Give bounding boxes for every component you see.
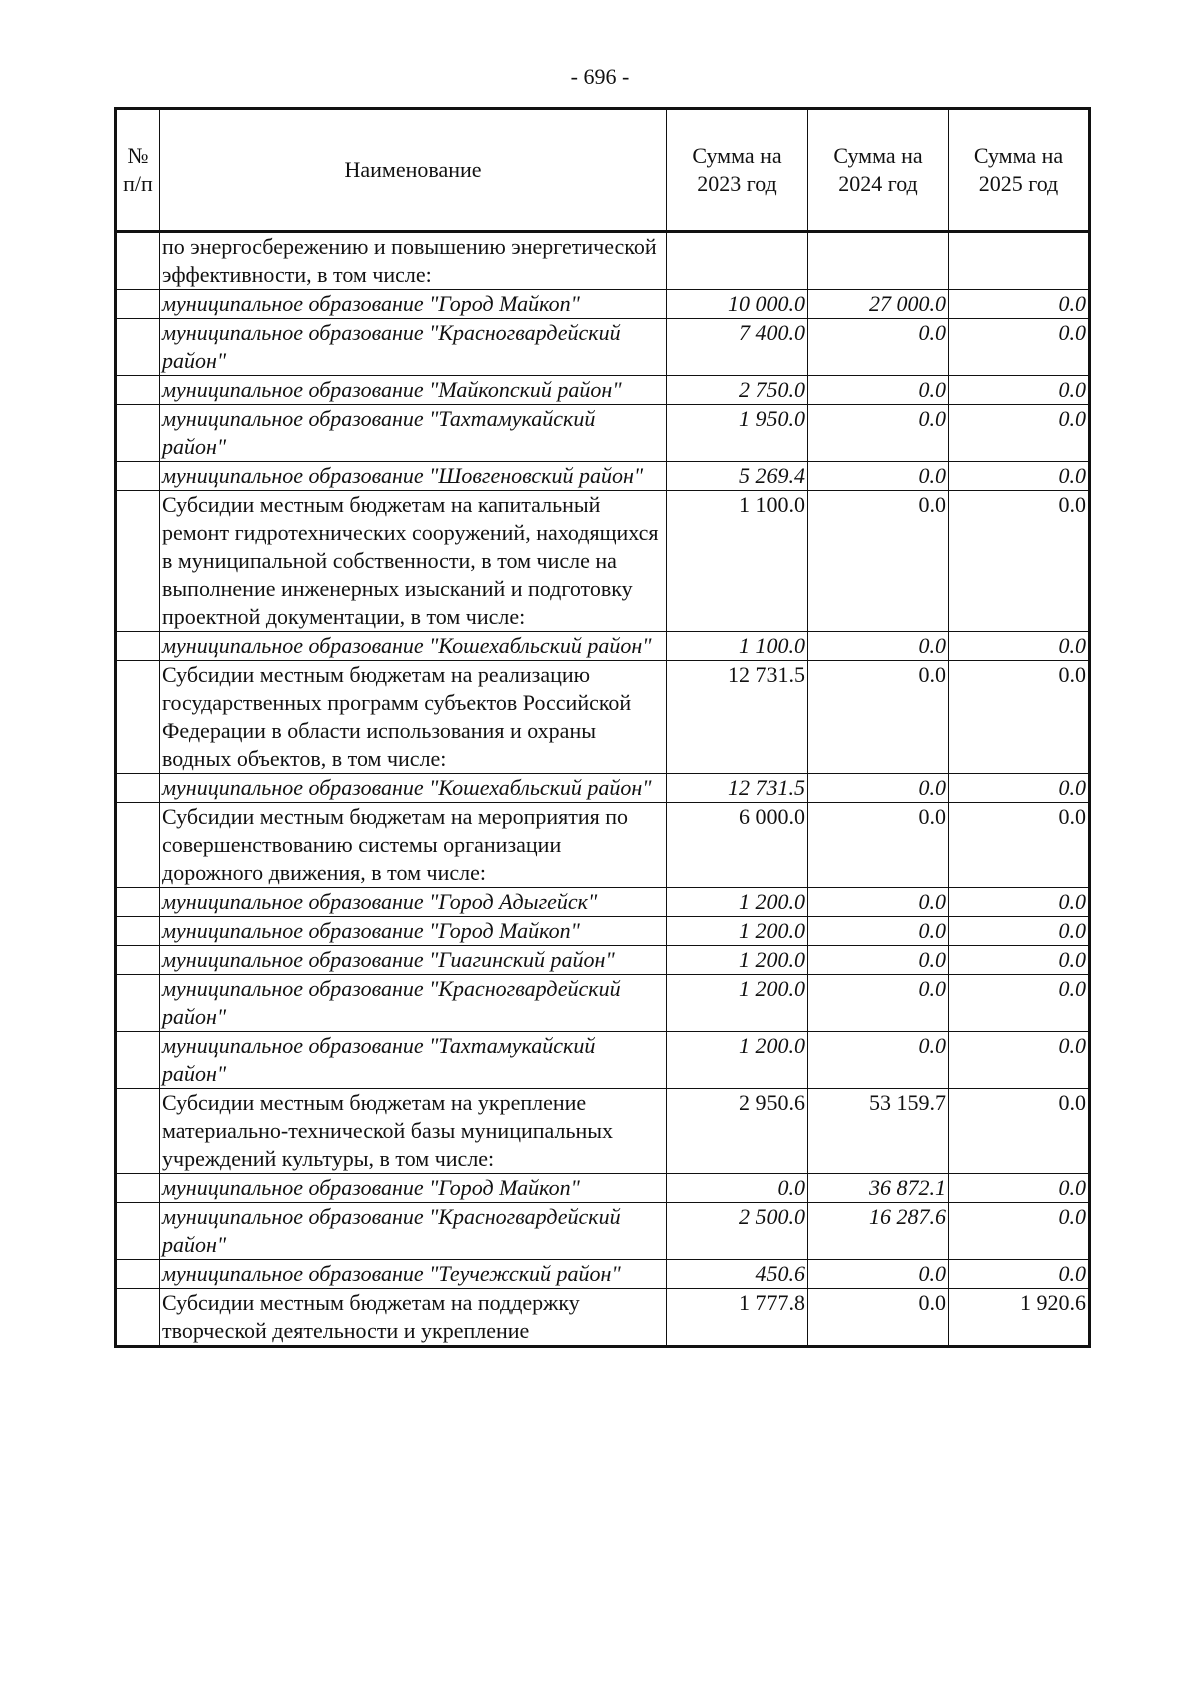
row-value-2023: 2 750.0 [667, 376, 808, 405]
row-name: муниципальное образование "Тахтамукайский район" [160, 405, 667, 462]
row-value-2024: 0.0 [808, 888, 949, 917]
row-value-2023: 1 200.0 [667, 888, 808, 917]
row-name: Субсидии местным бюджетам на мероприятия по совершенствованию системы организации дорожного движения, в том числе: [160, 803, 667, 888]
row-number-cell [116, 405, 160, 462]
row-name: по энергосбережению и повышению энергетической эффективности, в том числе: [160, 232, 667, 290]
row-value-2024: 0.0 [808, 803, 949, 888]
row-number-cell [116, 1203, 160, 1260]
row-value-2024: 0.0 [808, 946, 949, 975]
row-name: муниципальное образование "Город Майкоп" [160, 290, 667, 319]
row-value-2025: 0.0 [949, 1260, 1090, 1289]
row-name: Субсидии местным бюджетам на капитальный ремонт гидротехнических сооружений, находящихся в муниципальной собственности, в том числе на выполнение инженерных изысканий и подготовку проектной документации, в том числе: [160, 491, 667, 632]
row-value-2024: 0.0 [808, 491, 949, 632]
table-row [116, 462, 1090, 491]
row-number-cell [116, 1174, 160, 1203]
row-value-2024: 16 287.6 [808, 1203, 949, 1260]
row-name: муниципальное образование "Красногвардейский район" [160, 1203, 667, 1260]
row-value-2024: 0.0 [808, 661, 949, 774]
row-value-2023: 12 731.5 [667, 661, 808, 774]
row-name: муниципальное образование "Гиагинский район" [160, 946, 667, 975]
table-row [116, 405, 1090, 462]
row-value-2025: 0.0 [949, 1203, 1090, 1260]
row-value-2025: 0.0 [949, 1032, 1090, 1089]
row-name: муниципальное образование "Тахтамукайский район" [160, 1032, 667, 1089]
row-number-cell [116, 319, 160, 376]
row-number-cell [116, 946, 160, 975]
header-2023: Сумма на 2023 год [667, 109, 808, 232]
row-value-2023: 7 400.0 [667, 319, 808, 376]
row-name: Субсидии местным бюджетам на укрепление материально-технической базы муниципальных учреждений культуры, в том числе: [160, 1089, 667, 1174]
row-name: муниципальное образование "Красногвардейский район" [160, 319, 667, 376]
row-number-cell [116, 1289, 160, 1347]
row-name: муниципальное образование "Теучежский район" [160, 1260, 667, 1289]
row-number-cell [116, 774, 160, 803]
row-value-2025: 0.0 [949, 405, 1090, 462]
header-num: № п/п [116, 109, 160, 232]
table-row [116, 632, 1090, 661]
row-number-cell [116, 376, 160, 405]
row-number-cell [116, 917, 160, 946]
table-row [116, 1174, 1090, 1203]
table-row [116, 1289, 1090, 1347]
row-value-2024: 53 159.7 [808, 1089, 949, 1174]
header-name: Наименование [160, 109, 667, 232]
row-value-2024: 0.0 [808, 405, 949, 462]
row-name: муниципальное образование "Майкопский район" [160, 376, 667, 405]
row-value-2025: 0.0 [949, 491, 1090, 632]
row-number-cell [116, 290, 160, 319]
table-row [116, 290, 1090, 319]
row-value-2025: 0.0 [949, 975, 1090, 1032]
table-body [116, 232, 1090, 1347]
row-value-2025: 0.0 [949, 1174, 1090, 1203]
row-number-cell [116, 803, 160, 888]
row-number-cell [116, 491, 160, 632]
row-value-2023: 1 100.0 [667, 491, 808, 632]
row-value-2023: 6 000.0 [667, 803, 808, 888]
row-value-2025: 0.0 [949, 319, 1090, 376]
row-name: Субсидии местным бюджетам на реализацию государственных программ субъектов Российской Федерации в области использования и охраны водных объектов, в том числе: [160, 661, 667, 774]
row-value-2024: 36 872.1 [808, 1174, 949, 1203]
row-number-cell [116, 232, 160, 290]
header-row [116, 109, 1090, 232]
row-value-2024: 0.0 [808, 319, 949, 376]
row-value-2024 [808, 232, 949, 290]
row-value-2024: 0.0 [808, 774, 949, 803]
row-number-cell [116, 1260, 160, 1289]
table-row [116, 946, 1090, 975]
row-value-2025: 1 920.6 [949, 1289, 1090, 1347]
row-value-2023: 5 269.4 [667, 462, 808, 491]
row-value-2023: 2 500.0 [667, 1203, 808, 1260]
row-value-2023: 1 200.0 [667, 1032, 808, 1089]
row-number-cell [116, 975, 160, 1032]
table-row [116, 774, 1090, 803]
row-value-2025: 0.0 [949, 462, 1090, 491]
row-value-2023: 1 777.8 [667, 1289, 808, 1347]
table-row [116, 1032, 1090, 1089]
table-row [116, 491, 1090, 632]
row-number-cell [116, 1032, 160, 1089]
row-name: муниципальное образование "Город Адыгейск" [160, 888, 667, 917]
row-number-cell [116, 462, 160, 491]
row-value-2025: 0.0 [949, 1089, 1090, 1174]
row-value-2023: 1 100.0 [667, 632, 808, 661]
row-number-cell [116, 1089, 160, 1174]
table-row [116, 376, 1090, 405]
row-value-2025: 0.0 [949, 774, 1090, 803]
row-value-2023: 0.0 [667, 1174, 808, 1203]
table-row [116, 319, 1090, 376]
row-name: муниципальное образование "Кошехабльский район" [160, 774, 667, 803]
row-value-2025: 0.0 [949, 632, 1090, 661]
row-value-2023: 1 200.0 [667, 946, 808, 975]
row-value-2025: 0.0 [949, 661, 1090, 774]
table-row [116, 917, 1090, 946]
row-value-2025: 0.0 [949, 376, 1090, 405]
row-value-2023: 1 200.0 [667, 917, 808, 946]
table-row [116, 661, 1090, 774]
row-value-2023: 2 950.6 [667, 1089, 808, 1174]
table-row [116, 1089, 1090, 1174]
row-value-2024: 0.0 [808, 1289, 949, 1347]
row-value-2024: 0.0 [808, 376, 949, 405]
row-value-2024: 0.0 [808, 975, 949, 1032]
row-value-2023 [667, 232, 808, 290]
row-value-2023: 10 000.0 [667, 290, 808, 319]
table-row [116, 975, 1090, 1032]
row-value-2025: 0.0 [949, 803, 1090, 888]
table-row [116, 888, 1090, 917]
row-value-2025: 0.0 [949, 888, 1090, 917]
row-name: муниципальное образование "Шовгеновский район" [160, 462, 667, 491]
row-value-2025 [949, 232, 1090, 290]
table-row [116, 232, 1090, 290]
header-2025: Сумма на 2025 год [949, 109, 1090, 232]
row-value-2023: 450.6 [667, 1260, 808, 1289]
row-name: Субсидии местным бюджетам на поддержку творческой деятельности и укрепление [160, 1289, 667, 1347]
row-value-2024: 0.0 [808, 1032, 949, 1089]
row-name: муниципальное образование "Город Майкоп" [160, 917, 667, 946]
row-value-2025: 0.0 [949, 946, 1090, 975]
row-value-2025: 0.0 [949, 917, 1090, 946]
row-value-2024: 0.0 [808, 462, 949, 491]
header-2024: Сумма на 2024 год [808, 109, 949, 232]
row-value-2024: 27 000.0 [808, 290, 949, 319]
row-value-2023: 1 200.0 [667, 975, 808, 1032]
row-name: муниципальное образование "Город Майкоп" [160, 1174, 667, 1203]
table-row [116, 803, 1090, 888]
row-number-cell [116, 632, 160, 661]
row-name: муниципальное образование "Кошехабльский район" [160, 632, 667, 661]
row-value-2025: 0.0 [949, 290, 1090, 319]
row-value-2023: 12 731.5 [667, 774, 808, 803]
row-value-2024: 0.0 [808, 632, 949, 661]
row-number-cell [116, 888, 160, 917]
row-value-2024: 0.0 [808, 1260, 949, 1289]
table-row [116, 1260, 1090, 1289]
table-row [116, 1203, 1090, 1260]
budget-table [114, 107, 1091, 1348]
row-value-2024: 0.0 [808, 917, 949, 946]
row-name: муниципальное образование "Красногвардейский район" [160, 975, 667, 1032]
row-number-cell [116, 661, 160, 774]
row-value-2023: 1 950.0 [667, 405, 808, 462]
page-number: - 696 - [570, 64, 630, 89]
